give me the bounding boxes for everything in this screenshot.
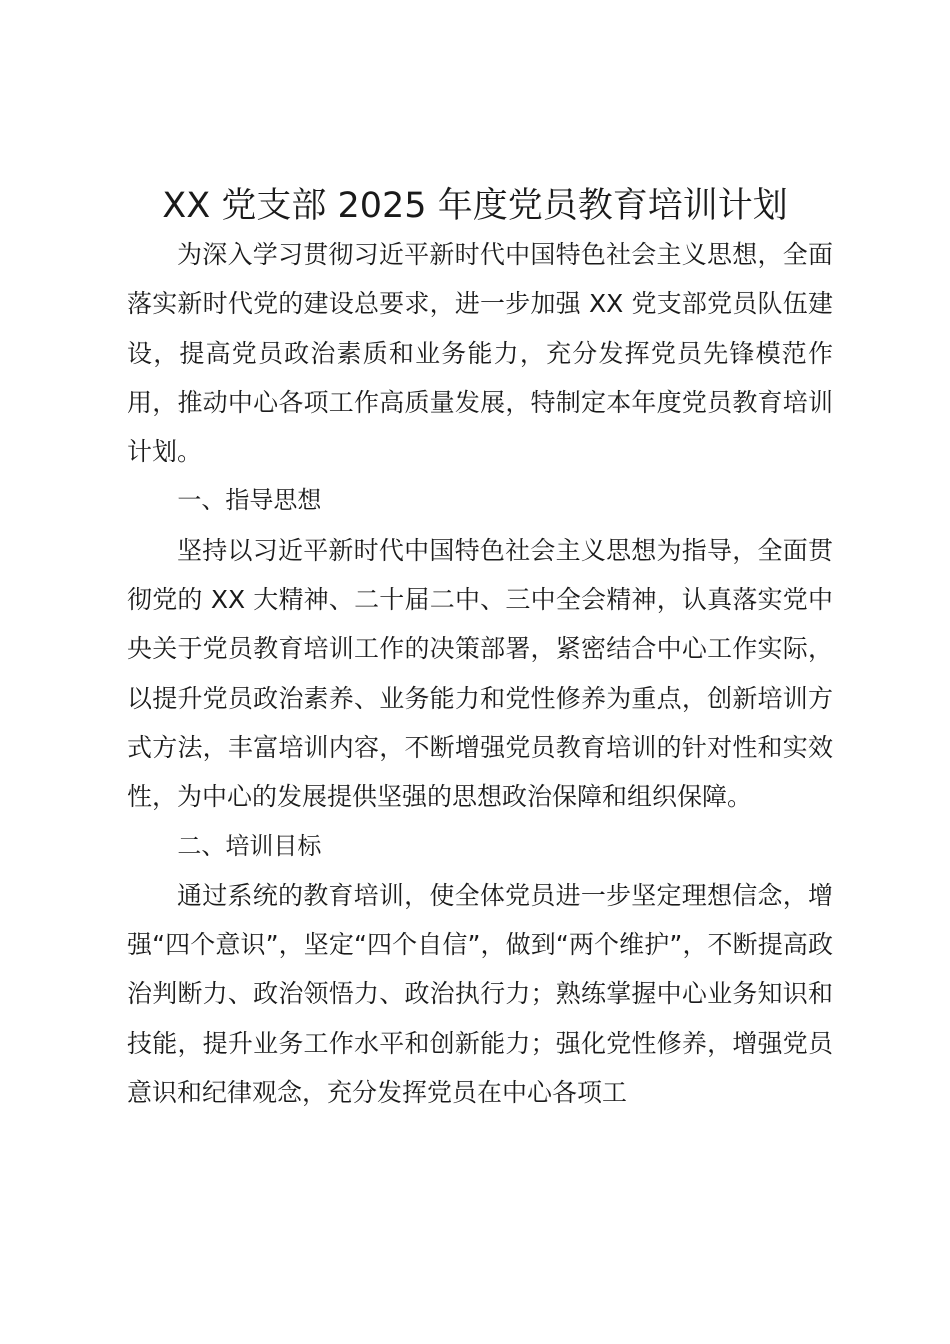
section-body-guiding-ideology: 坚持以习近平新时代中国特色社会主义思想为指导，全面贯彻党的 XX 大精神、二十届二中、三中全会精神，认真落实党中央关于党员教育培训工作的决策部署，紧密结合中心工作实际，以提升党员政治素养、业务能力和党性修养为重点，创新培训方式方法，丰富培训内容，不断增强党员教育培训的针对性和实效性，为中心的发展提供坚强的思想政治保障和组织保障。: [127, 535, 833, 812]
document-body: [127, 230, 833, 1117]
section-heading-training-goals: 二、培训目标: [177, 831, 322, 860]
intro-paragraph: 为深入学习贯彻习近平新时代中国特色社会主义思想，全面落实新时代党的建设总要求，进一步加强 XX 党支部党员队伍建设，提高党员政治素质和业务能力，充分发挥党员先锋模范作用，推动中心各项工作高质量发展，特制定本年度党员教育培训计划。: [127, 240, 833, 467]
section-body-training-goals: 通过系统的教育培训，使全体党员进一步坚定理想信念，增强“四个意识”，坚定“四个自信”，做到“两个维护”，不断提高政治判断力、政治领悟力、政治执行力；熟练掌握中心业务知识和技能，提升业务工作水平和创新能力；强化党性修养，增强党员意识和纪律观念，充分发挥党员在中心各项工: [127, 880, 833, 1108]
section-heading-guiding-ideology: 一、指导思想: [177, 486, 322, 515]
document-title: XX 党支部 2025 年度党员教育培训计划: [162, 186, 788, 226]
